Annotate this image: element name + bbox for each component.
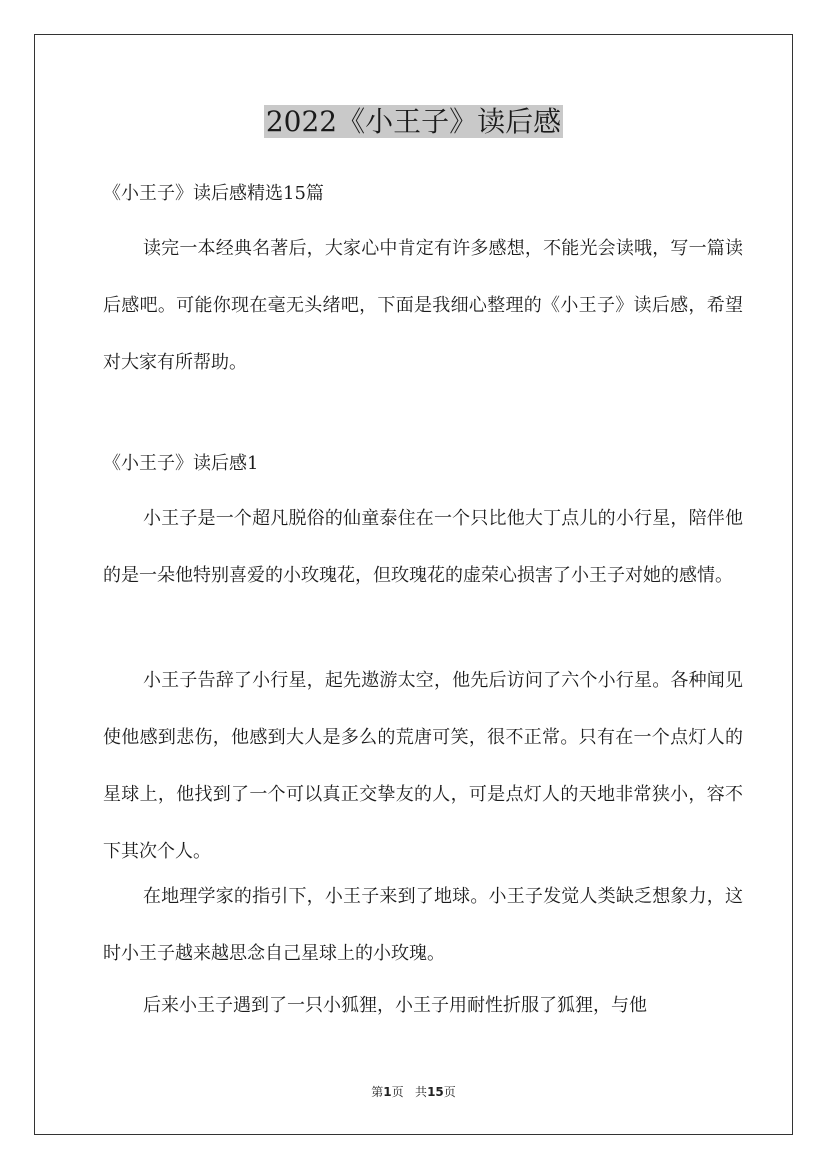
footer-total-prefix: 共 <box>415 1085 428 1099</box>
body-paragraph-1: 小王子是一个超凡脱俗的仙童泰住在一个只比他大丁点儿的小行星，陪伴他的是一朵他特别喜爱的小玫瑰花，但玫瑰花的虚荣心损害了小王子对她的感情。 <box>103 508 743 586</box>
document-title <box>0 102 827 142</box>
intro-paragraph: 读完一本经典名著后，大家心中肯定有许多感想，不能光会读哦，写一篇读后感吧。可能你现在毫无头绪吧，下面是我细心整理的《小王子》读后感，希望对大家有所帮助。 <box>103 238 743 373</box>
body-paragraph-3: 在地理学家的指引下，小王子来到了地球。小王子发觉人类缺乏想象力，这时小王子越来越思念自己星球上的小玫瑰。 <box>103 886 743 964</box>
footer-page-suffix: 页 <box>391 1085 404 1099</box>
page-footer <box>0 1083 827 1101</box>
footer-page-prefix: 第 <box>371 1085 384 1099</box>
document-subtitle: 《小王子》读后感精选15篇 <box>103 183 324 204</box>
section-heading: 《小王子》读后感1 <box>103 453 259 474</box>
body-paragraph-2: 小王子告辞了小行星，起先遨游太空，他先后访问了六个小行星。各种闻见使他感到悲伤，他感到大人是多么的荒唐可笑，很不正常。只有在一个点灯人的星球上，他找到了一个可以真正交挚友的人，可是点灯人的天地非常狭小，容不下其次个人。 <box>103 670 743 862</box>
document-title-text: 2022《小王子》读后感 <box>265 105 562 138</box>
body-paragraph-4: 后来小王子遇到了一只小狐狸，小王子用耐性折服了狐狸，与他 <box>143 995 647 1016</box>
footer-total-suffix: 页 <box>443 1085 456 1099</box>
footer-total-pages: 15 <box>427 1085 444 1099</box>
footer-page-number: 1 <box>383 1085 392 1099</box>
